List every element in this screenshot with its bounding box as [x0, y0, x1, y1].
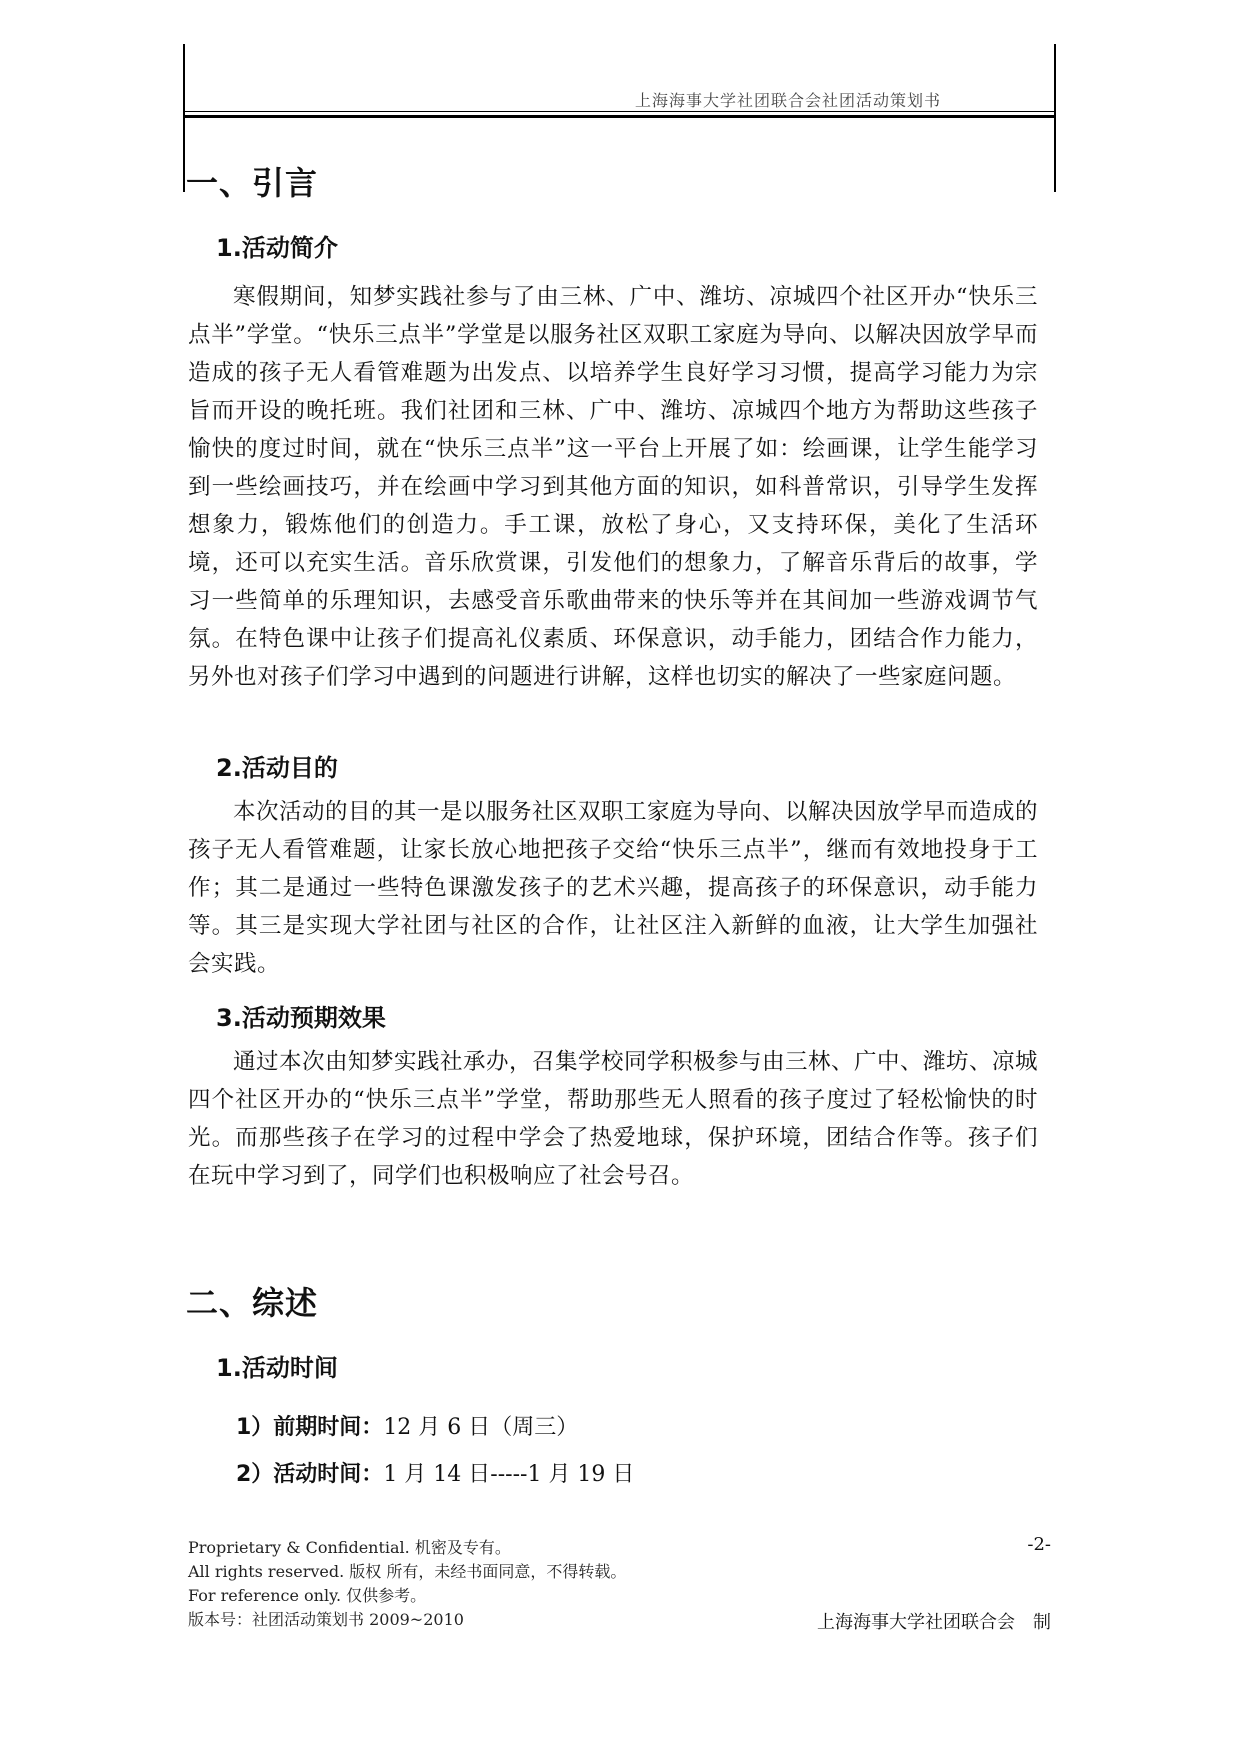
page-number: -2- [1027, 1534, 1051, 1555]
section-heading-intro: 一、引言 [186, 164, 319, 202]
footer-line: All rights reserved. 版权 所有，未经书面同意，不得转载。 [188, 1562, 627, 1581]
header-rule-thick [183, 115, 1056, 118]
time-item-activity [236, 1457, 634, 1488]
footer-line: 版本号：社团活动策划书 2009~2010 [188, 1610, 464, 1629]
time-item-label: 1）前期时间： [236, 1415, 384, 1440]
paragraph: 本次活动的目的其一是以服务社区双职工家庭为导向、以解决因放学早而造成的孩子无人看管难题，让家长放心地把孩子交给“快乐三点半”，继而有效地投身于工作；其二是通过一些特色课激发孩子的艺术兴趣，提高孩子的环保意识，动手能力等。其三是实现大学社团与社区的合作，让社区注入新鲜的血液，让大学生加强社会实践。 [188, 799, 1039, 977]
subsection-heading: 1.活动简介 [216, 234, 338, 262]
subsection-heading: 3.活动预期效果 [216, 1004, 386, 1032]
time-item-prep [236, 1410, 578, 1441]
subsection-heading: 2.活动目的 [216, 754, 338, 782]
time-item-label: 2）活动时间： [236, 1462, 384, 1487]
header-title: 上海海事大学社团联合会社团活动策划书 [634, 91, 941, 110]
subsection-heading: 1.活动时间 [216, 1354, 338, 1382]
footer-org: 上海海事大学社团联合会 制 [817, 1612, 1051, 1633]
time-item-value: 1 月 14 日-----1 月 19 日 [383, 1462, 635, 1487]
paragraph: 寒假期间，知梦实践社参与了由三林、广中、潍坊、凉城四个社区开办“快乐三点半”学堂。“快乐三点半”学堂是以服务社区双职工家庭为导向、以解决因放学早而造成的孩子无人看管难题为出发点、以培养学生良好学习习惯，提高学习能力为宗旨而开设的晚托班。我们社团和三林、广中、潍坊、凉城四个地方为帮助这些孩子愉快的度过时间，就在“快乐三点半”这一平台上开展了如：绘画课，让学生能学习到一些绘画技巧，并在绘画中学习到其他方面的知识，如科普常识，引导学生发挥想象力，锻炼他们的创造力。手工课，放松了身心，又支持环保，美化了生活环境，还可以充实生活。音乐欣赏课，引发他们的想象力，了解音乐背后的故事，学习一些简单的乐理知识，去感受音乐歌曲带来的快乐等并在其间加一些游戏调节气氛。在特色课中让孩子们提高礼仪素质、环保意识，动手能力，团结合作力能力，另外也对孩子们学习中遇到的问题进行讲解，这样也切实的解决了一些家庭问题。 [188, 284, 1038, 690]
footer-line: For reference only. 仅供参考。 [188, 1586, 427, 1605]
paragraph: 通过本次由知梦实践社承办，召集学校同学积极参与由三林、广中、潍坊、凉城四个社区开办的“快乐三点半”学堂，帮助那些无人照看的孩子度过了轻松愉快的时光。而那些孩子在学习的过程中学会了热爱地球，保护环境，团结合作等。孩子们在玩中学习到了，同学们也积极响应了社会号召。 [188, 1049, 1039, 1189]
header-rule-thin [183, 111, 1056, 112]
footer-notes [188, 1536, 626, 1632]
section-heading-overview: 二、综述 [186, 1284, 319, 1322]
frame-left-line [183, 44, 185, 192]
frame-right-line [1054, 44, 1056, 192]
footer-line: Proprietary & Confidential. 机密及专有。 [188, 1538, 511, 1557]
time-item-value: 12 月 6 日（周三） [383, 1415, 579, 1440]
